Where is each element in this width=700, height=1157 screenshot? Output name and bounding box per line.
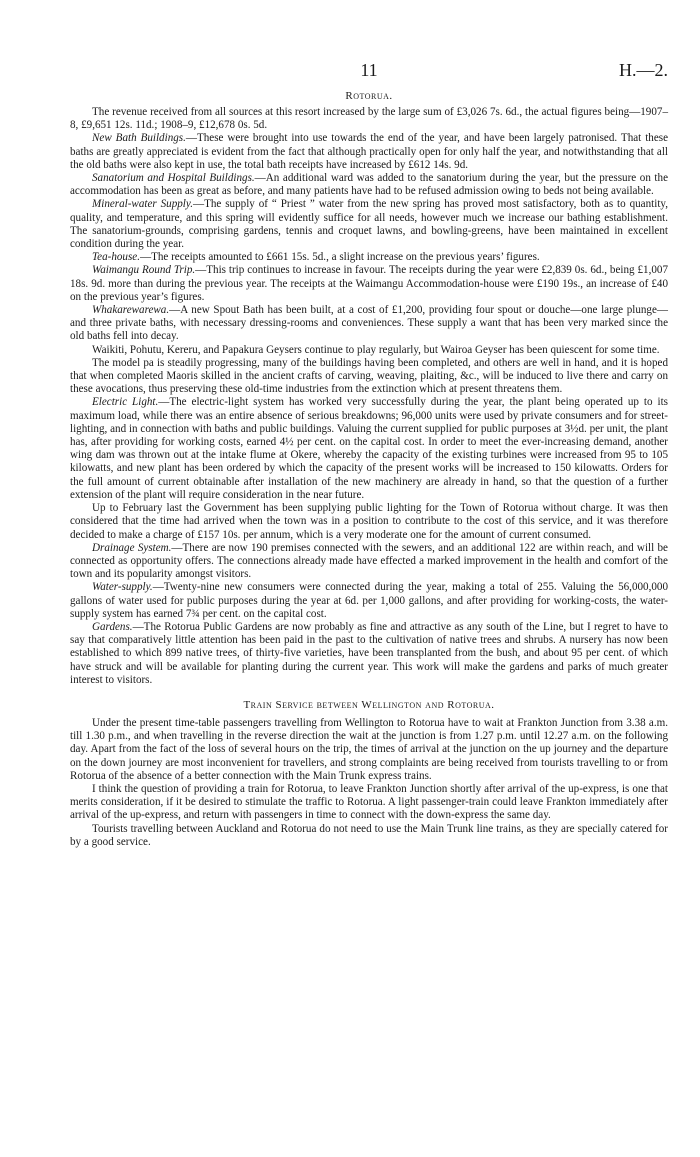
page-number: 11 (360, 60, 378, 80)
paragraph-text: —The electric-light system has worked very successfully during the year, the plant being operated up to its maximum load, while there was an entire absence of serious breakdowns; 96,000 units were used by private consumers and for street-lighting, and in connection with baths and public buildings. Valuing the current supplied for public purposes at 3½d. per unit, the plant has, after providing for working costs, earned 4½ per cent. on the capital cost. In order to meet the ever-increasing demand, another wing dam was thrown out at the intake flume at Okere, whereby the capacity of the existing turbines were increased from 95 to 105 kilowatts, and new plant has been ordered by which the capacity of the present works will be increased to 150 kilowatts. Orders for the full amount of current obtainable after installation of the new machinery are already in hand, so that the question of a further extension of the plant will require consideration in the near future. (70, 396, 668, 501)
paragraph-text: Waikiti, Pohutu, Kereru, and Papakura Geysers continue to play regularly, but Wairoa Geyser has been quiescent for some time. (92, 343, 660, 356)
paragraph (70, 251, 668, 264)
paragraph-heading: Waimangu Round Trip. (92, 264, 196, 277)
section-title-rotorua: Rotorua. (345, 90, 393, 102)
paragraph (70, 717, 668, 783)
paragraph (70, 823, 668, 849)
paragraph-text: —The supply of “ Priest ” water from the new spring has proved most satisfactory, both as to quantity, quality, and temperature, and this spring will evidently suffice for all needs, however much we increase our bathing establishment. The sanatorium-grounds, comprising gardens, tennis and croquet lawns, and bowling-greens, have been maintained in excellent condition during the year. (70, 198, 668, 251)
section-train-service (70, 717, 668, 849)
paragraph (70, 344, 668, 357)
paragraph-heading: Sanatorium and Hospital Buildings. (92, 172, 255, 185)
paragraph-text: —There are now 190 premises connected with the sewers, and an additional 122 are within reach, and will be connected as opportunity offers. The connections already made have effected a marked improvement in the health and comfort of the town and its popularity amongst visitors. (70, 541, 668, 581)
paragraph-heading: Mineral-water Supply. (92, 198, 193, 211)
paragraph-heading: Drainage System. (92, 541, 172, 554)
paragraph-text: —These were brought into use towards the end of the year, and have been largely patronised. That these baths are greatly appreciated is evident from the fact that although practically open for only half the year, and notwithstanding that all the old baths were also kept in use, the total bath receipts have increased by £612 14s. 9d. (70, 132, 668, 171)
paragraph (70, 264, 668, 304)
page-header (70, 0, 668, 88)
paragraph (70, 396, 668, 502)
section-rotorua (70, 106, 668, 687)
paragraph-text: —A new Spout Bath has been built, at a cost of £1,200, providing four spout or douche—one large plunge—and three private baths, with necessary dressing-rooms and conveniences. These supply a want that has been very marked since the old baths fell into decay. (70, 304, 668, 343)
paragraph (70, 502, 668, 542)
paper-reference: H.—2. (619, 60, 668, 80)
paragraph-text: —The Rotorua Public Gardens are now probably as fine and attractive as any south of the Line, but I regret to have to say that comparatively little attention has been paid in the past to the cultivation of native trees and shrubs. A nursery has now been established to which 899 native trees, of thirty-five varieties, have been transplanted from the bush, and about 95 per cent. of which have struck and will be available for planting during the current year. This work will make the gardens and parks of much greater interest to visitors. (70, 620, 668, 686)
paragraph (70, 357, 668, 397)
paragraph-text: —Twenty-nine new consumers were connected during the year, making a total of 255. Valuing the 56,000,000 gallons of water used for public purposes during the year at 6d. per 1,000 gallons, and after providing for working-costs, the water-supply system has earned 7¾ per cent. on the capital cost. (70, 581, 668, 620)
paragraph (70, 542, 668, 582)
section-title-train-service: Train Service between Wellington and Rotorua. (243, 698, 495, 711)
paragraph-text: I think the question of providing a train for Rotorua, to leave Frankton Junction shortly after arrival of the up-express, is one that merits consideration, if it be desired to stimulate the traffic to Rotorua. A light passenger-train could leave Frankton immediately after arrival of the up-express, and return with passengers in time to connect with the down-express the same day. (70, 782, 668, 822)
paragraph-text: The revenue received from all sources at this resort increased by the large sum of £3,026 7s. 6d., the actual figures being—1907–8, £9,651 12s. 11d.; 1908–9, £12,678 0s. 5d. (70, 106, 668, 132)
paragraph-text: Up to February last the Government has been supplying public lighting for the Town of Rotorua without charge. It was then considered that the time had arrived when the town was in a position to contribute to the cost of this service, and it was therefore decided to make a charge of £157 10s. per annum, which is a very moderate one for the amount of current consumed. (70, 502, 668, 541)
paragraph-heading: Gardens. (92, 620, 133, 633)
paragraph-heading: Whakarewarewa. (92, 304, 170, 317)
paragraph-heading: New Bath Buildings. (92, 132, 186, 145)
paragraph-heading: Water-supply. (92, 581, 153, 594)
paragraph-text: Tourists travelling between Auckland and Rotorua do not need to use the Main Trunk line trains, as they are specially catered for by a good service. (70, 822, 668, 848)
paragraph (70, 172, 668, 198)
paragraph (70, 304, 668, 344)
paragraph-text: The model pa is steadily progressing, many of the buildings having been completed, and others are well in hand, and it is hoped that when completed Maoris skilled in the ancient crafts of carving, weaving, plaiting, &c., will be induced to live there and carry on these avocations, thus preserving these old-time industries from the extinction which at present threatens them. (70, 356, 668, 396)
paragraph-text: —An additional ward was added to the sanatorium during the year, but the pressure on the accommodation has been as great as before, and many patients have had to be refused admission owing to beds not being available. (70, 172, 668, 198)
paragraph-text: Under the present time-table passengers travelling from Wellington to Rotorua have to wait at Frankton Junction from 3.38 a.m. till 1.30 p.m., and when travelling in the reverse direction the wait at the junction is from 1.27 p.m. until 12.27 a.m. on the following day. Apart from the fact of the loss of several hours on the trip, the times of arrival at the junction on the up journey and the departure on the down journey are most inconvenient for travellers, and strong complaints are being received from tourists travelling to or from Rotorua of the absence of a better connection with the Main Trunk express trains. (70, 716, 668, 782)
paragraph (70, 132, 668, 172)
paragraph-text: —The receipts amounted to £661 15s. 5d., a slight increase on the previous years’ figures. (139, 251, 540, 264)
paragraph-heading: Electric Light. (92, 396, 159, 409)
paragraph (70, 621, 668, 687)
paragraph (70, 581, 668, 621)
paragraph (70, 106, 668, 132)
paragraph (70, 198, 668, 251)
paragraph-text: —This trip continues to increase in favour. The receipts during the year were £2,839 0s. 6d., being £1,007 18s. 9d. more than during the previous year. The receipts at the Waimangu Accommodation-house were £190 19s., an increase of £40 on the previous year’s figures. (70, 264, 668, 303)
paragraph-heading: Tea-house. (92, 251, 140, 264)
paragraph (70, 783, 668, 823)
